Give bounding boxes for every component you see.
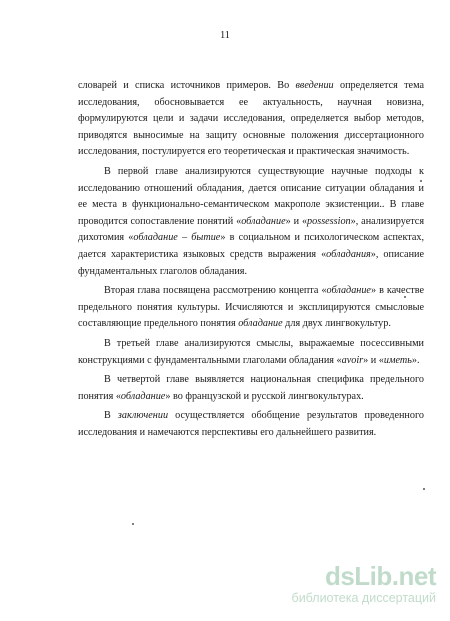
text-run: », описание фундаментальных глаголов обладания. <box>78 248 424 277</box>
paragraph <box>78 283 424 333</box>
text-run: » во французской и русской лингвокультурах. <box>165 390 364 402</box>
paragraph <box>78 164 424 280</box>
text-run: осуществляется обобщение результатов проведенного исследования и намечаются перспективы его дальнейшего развития. <box>78 410 424 438</box>
paragraph <box>78 336 424 369</box>
italic-term: обладание <box>120 390 166 402</box>
text-run: » и « <box>285 215 308 227</box>
text-run: В четвертой главе выявляется национальная специфика предельного понятия « <box>78 374 424 402</box>
scan-speck <box>132 523 134 525</box>
text-run: определяется тема исследования, обосновывается ее актуальность, научная новизна, формулируются цели и задачи исследования, определяется выбор методов, приводятся выносимые на защиту основные положения диссертационного исследования, постулируется его теоретическая и практическая значимость. <box>78 80 424 158</box>
text-run: словарей и списка источников примеров. Во <box>78 80 296 91</box>
text-run: В <box>104 410 118 422</box>
text-run: для двух лингвокультур. <box>282 318 391 330</box>
paragraph <box>78 78 424 161</box>
text-run: В первой главе анализируются существующие научные подходы к исследованию отношений обладания, дается описание ситуации обладания и ее места в функционально-семантическом макрополе экзистенции.. В главе проводится сопоставление понятий « <box>78 165 424 227</box>
italic-term: обладание <box>241 215 286 227</box>
italic-term: обладание – бытие <box>133 232 221 244</box>
text-run: », анализируется дихотомия « <box>78 215 425 244</box>
italic-term: обладание <box>238 318 283 330</box>
watermark-subtitle: библиотека диссертаций <box>291 591 436 605</box>
text-run: В третьей главе анализируются смыслы, выражаемые посессивными конструкциями с фундаментальными глаголами обладания « <box>78 337 424 366</box>
italic-term: обладания <box>326 248 371 260</box>
text-run: » в качестве предельного понятия культуры. Исчисляются и эксплицируются смысловые составляющие предельного понятия <box>78 285 424 330</box>
text-run: » и « <box>363 354 384 366</box>
italic-term: введении <box>295 80 334 91</box>
italic-term: иметь <box>383 354 412 366</box>
watermark <box>266 561 436 611</box>
italic-term: заключении <box>117 410 169 422</box>
scan-speck <box>423 488 425 490</box>
italic-term: avoir <box>341 354 364 366</box>
italic-term: обладание <box>326 285 371 297</box>
watermark-logo: dsLib.net <box>324 561 436 591</box>
document-body <box>78 78 424 444</box>
text-run: ». <box>411 354 420 366</box>
text-run: » в социальном и психологическом аспектах, дается характеристика языковых средств выражения « <box>78 232 425 260</box>
paragraph <box>78 408 424 441</box>
text-run: Вторая глава посвящена рассмотрению концепта « <box>104 285 327 297</box>
italic-term: possession <box>307 215 351 227</box>
scan-speck <box>420 180 422 182</box>
scan-speck <box>404 296 406 298</box>
paragraph <box>78 372 424 405</box>
page-number: 11 <box>219 30 231 41</box>
